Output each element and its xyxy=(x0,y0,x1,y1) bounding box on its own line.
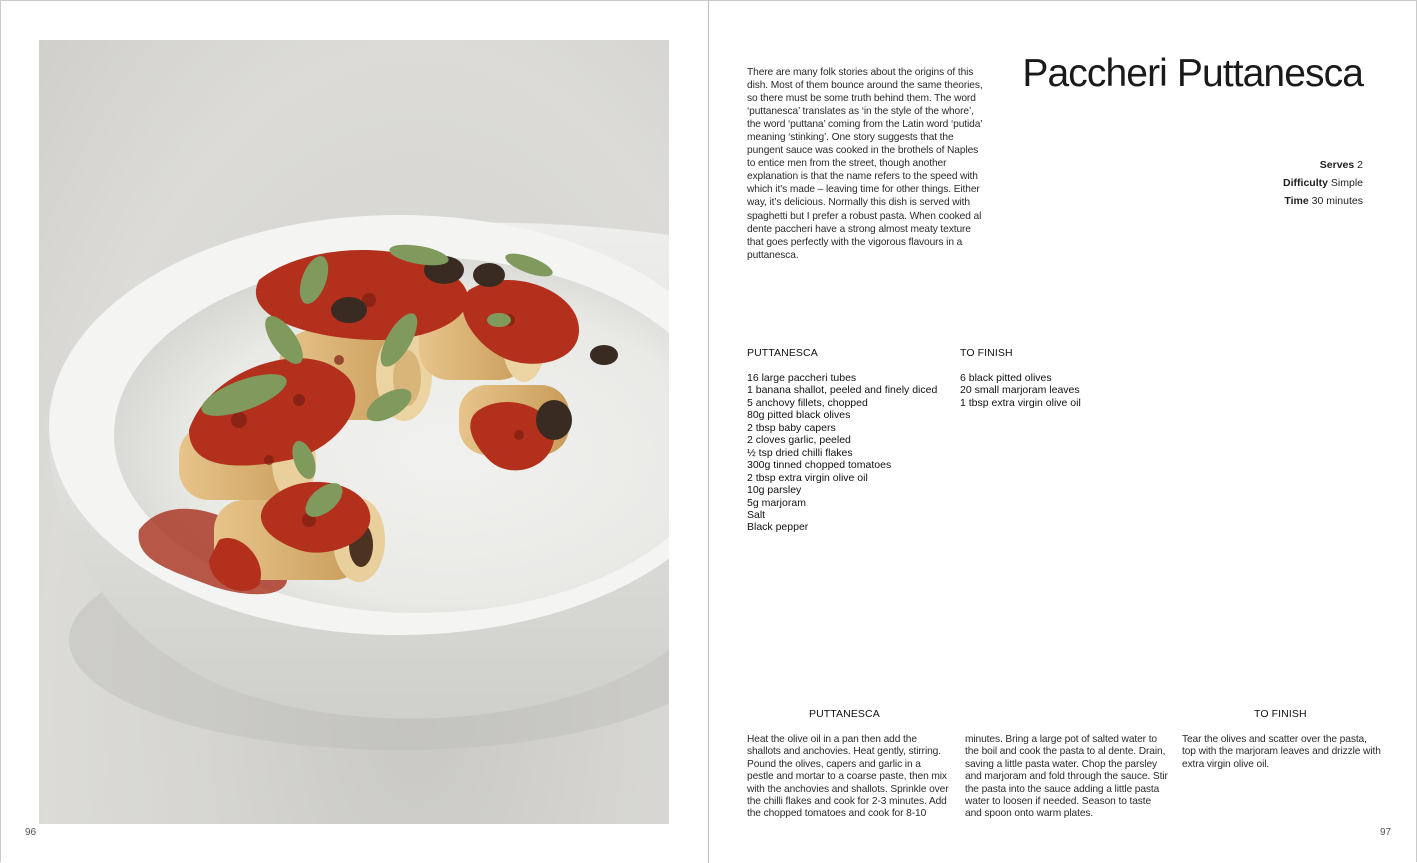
list-item: 2 tbsp extra virgin olive oil xyxy=(747,471,868,484)
list-item: Salt xyxy=(747,508,766,521)
dish-photo xyxy=(39,40,669,824)
list-item: 16 large paccheri tubes xyxy=(747,372,857,384)
list-item: 10g parsley xyxy=(747,484,802,497)
ingredients-heading-puttanesca: PUTTANESCA xyxy=(747,347,818,359)
list-item: 1 tbsp extra virgin olive oil xyxy=(960,396,1081,409)
list-item: 80g pitted black olives xyxy=(747,409,851,422)
ingredients-list-to-finish xyxy=(960,372,1160,409)
meta-difficulty: Difficulty Simple xyxy=(1283,177,1363,189)
list-item: 1 banana shallot, peeled and finely diced xyxy=(747,384,938,397)
list-item: 2 cloves garlic, peeled xyxy=(747,434,851,447)
list-item: 5 anchovy fillets, chopped xyxy=(747,396,868,409)
method-puttanesca-column-1: Heat the olive oil in a pan then add the shallots and anchovies. Heat gently, stirring. Pound the olives, capers and garlic in a pestle and mortar to a coarse paste, then mix with the anchovies and shallots. Sprinkle over the chilli flakes and cook for 2-3 minutes. Add the chopped tomatoes and cook for 8-10 xyxy=(747,734,949,820)
method-puttanesca-column-2: minutes. Bring a large pot of salted water to the boil and cook the pasta to al dente. Drain, saving a little pasta water. Chop the parsley and marjoram and fold through the sauce. Stir the pasta into the sauce adding a little pasta water to loosen if needed. Season to taste and spoon onto warm plates. xyxy=(965,734,1168,820)
list-item: ½ tsp dried chilli flakes xyxy=(747,446,853,459)
method-heading-puttanesca: PUTTANESCA xyxy=(809,708,880,720)
list-item: 300g tinned chopped tomatoes xyxy=(747,459,892,472)
meta-time: Time 30 minutes xyxy=(1284,195,1363,207)
ingredients-list-puttanesca xyxy=(747,372,952,534)
page-number-left: 96 xyxy=(25,827,37,838)
meta-serves: Serves 2 xyxy=(1319,159,1363,171)
list-item: Black pepper xyxy=(747,521,809,534)
ingredients-heading-to-finish: TO FINISH xyxy=(960,347,1013,359)
method-to-finish-text: Tear the olives and scatter over the pasta, top with the marjoram leaves and drizzle with extra virgin olive oil. xyxy=(1182,734,1381,770)
recipe-intro: There are many folk stories about the origins of this dish. Most of them bounce around the same theories, so there must be some truth behind them. The word ‘puttanesca’ translates as ‘in the style of the whore’, the word ‘puttana’ coming from the Latin word ‘putida’ meaning ‘stinking’. One story suggests that the pungent sauce was cooked in the brothels of Naples to entice men from the street, though another explanation is that the name refers to the speed with which it’s made – leaving time for other things. Either way, it’s delicious. Normally this dish is served with spaghetti but I prefer a robust pasta. When cooked al dente paccheri have a strong almost meaty texture that goes perfectly with the vigorous flavours in a puttanesca. xyxy=(747,67,983,261)
book-spine xyxy=(708,0,709,863)
list-item: 2 tbsp baby capers xyxy=(747,421,836,434)
recipe-meta xyxy=(1180,156,1363,210)
page-number-right: 97 xyxy=(1380,827,1392,838)
list-item: 20 small marjoram leaves xyxy=(960,384,1080,397)
method-heading-to-finish: TO FINISH xyxy=(1254,708,1307,720)
list-item: 5g marjoram xyxy=(747,496,806,509)
recipe-title: Paccheri Puttanesca xyxy=(1022,52,1363,95)
list-item: 6 black pitted olives xyxy=(960,372,1052,384)
